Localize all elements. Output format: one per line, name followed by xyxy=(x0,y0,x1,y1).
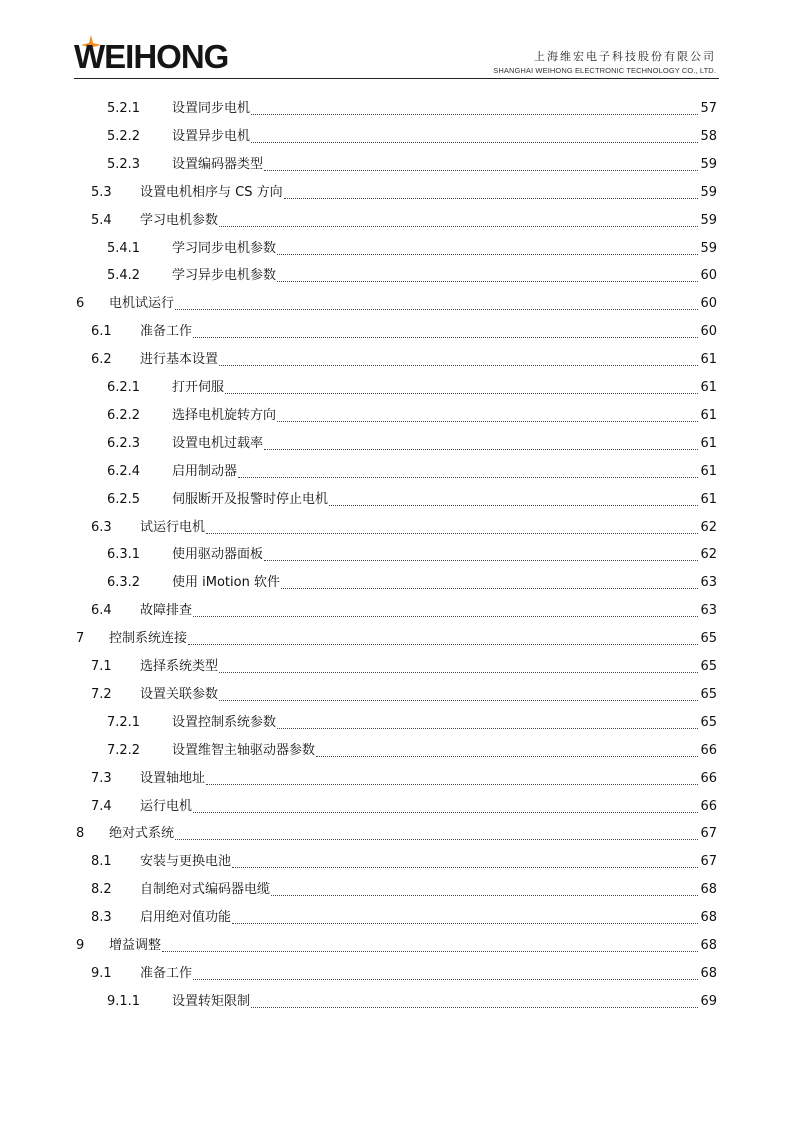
toc-entry-title: 设置控制系统参数 xyxy=(172,714,277,730)
toc-entry-title: 设置编码器类型 xyxy=(172,156,264,172)
toc-entry[interactable] xyxy=(91,879,717,899)
toc-entry-page: 66 xyxy=(700,742,717,758)
header-divider xyxy=(74,78,719,79)
toc-entry-number: 7.2.1 xyxy=(107,714,141,730)
toc-leader-dots xyxy=(206,770,698,785)
toc-entry[interactable] xyxy=(107,126,717,146)
toc-entry-title: 运行电机 xyxy=(140,798,193,814)
toc-entry-page: 61 xyxy=(700,380,717,395)
toc-leader-dots xyxy=(219,686,698,701)
toc-entry-number: 8.2 xyxy=(91,882,112,898)
toc-entry-number: 7.3 xyxy=(91,770,112,786)
toc-entry-page: 61 xyxy=(700,407,717,423)
toc-entry[interactable] xyxy=(107,712,717,732)
toc-entry[interactable] xyxy=(107,572,717,592)
toc-entry-number: 8.1 xyxy=(91,854,112,870)
toc-entry[interactable] xyxy=(107,461,717,481)
toc-leader-dots xyxy=(251,993,698,1008)
toc-entry-title: 启用绝对值功能 xyxy=(140,910,232,926)
toc-entry-page: 66 xyxy=(700,770,717,786)
toc-leader-dots xyxy=(316,742,698,757)
toc-entry-title: 学习异步电机参数 xyxy=(172,268,277,284)
toc-entry-number: 6.3.1 xyxy=(107,547,141,563)
toc-leader-dots xyxy=(277,267,698,282)
toc-entry-number: 9.1 xyxy=(91,965,112,981)
toc-leader-dots xyxy=(264,435,698,450)
toc-entry-page: 63 xyxy=(700,575,717,591)
toc-entry-title: 控制系统连接 xyxy=(109,631,188,647)
toc-entry-title: 伺服断开及报警时停止电机 xyxy=(172,491,329,507)
toc-leader-dots xyxy=(277,407,698,422)
toc-leader-dots xyxy=(329,491,698,506)
toc-entry-title: 学习同步电机参数 xyxy=(172,240,277,256)
toc-entry-page: 65 xyxy=(700,714,717,730)
toc-entry-title: 设置转矩限制 xyxy=(172,993,251,1009)
toc-entry-title: 设置同步电机 xyxy=(172,101,251,116)
toc-entry[interactable] xyxy=(91,907,717,927)
toc-entry-page: 68 xyxy=(700,965,717,981)
toc-leader-dots xyxy=(264,546,698,561)
toc-leader-dots xyxy=(175,825,698,840)
toc-entry[interactable] xyxy=(91,684,717,704)
toc-entry-number: 7 xyxy=(76,631,85,647)
toc-entry-page: 60 xyxy=(700,296,717,312)
toc-entry[interactable] xyxy=(91,796,717,816)
toc-leader-dots xyxy=(277,714,698,729)
toc-entry-page: 59 xyxy=(700,156,717,172)
toc-entry[interactable] xyxy=(76,823,717,843)
toc-entry-page: 65 xyxy=(700,631,717,647)
toc-entry[interactable] xyxy=(91,517,717,537)
toc-entry-title: 准备工作 xyxy=(140,965,193,981)
toc-leader-dots xyxy=(225,379,698,394)
toc-entry[interactable] xyxy=(107,405,717,425)
toc-entry-title: 使用驱动器面板 xyxy=(172,547,264,563)
toc-leader-dots xyxy=(193,602,698,617)
toc-entry-title: 安装与更换电池 xyxy=(140,854,232,870)
toc-leader-dots xyxy=(219,658,698,673)
toc-entry[interactable] xyxy=(107,265,717,285)
toc-entry-page: 61 xyxy=(700,435,717,451)
toc-entry-page: 57 xyxy=(700,101,717,116)
toc-leader-dots xyxy=(232,853,698,868)
toc-entry-number: 6 xyxy=(76,296,85,312)
toc-entry-title: 故障排查 xyxy=(140,603,193,619)
toc-entry[interactable] xyxy=(91,210,717,230)
toc-entry[interactable] xyxy=(91,963,717,983)
toc-entry-number: 7.4 xyxy=(91,798,112,814)
toc-entry[interactable] xyxy=(107,991,717,1011)
toc-entry-page: 61 xyxy=(700,352,717,368)
toc-entry-number: 6.2 xyxy=(91,352,112,368)
toc-entry-page: 68 xyxy=(700,910,717,926)
toc-entry-title: 自制绝对式编码器电缆 xyxy=(140,882,271,898)
toc-leader-dots xyxy=(271,881,698,896)
toc-entry-number: 5.4.1 xyxy=(107,240,141,256)
toc-entry-page: 67 xyxy=(700,826,717,842)
toc-entry-title: 设置电机过载率 xyxy=(172,435,264,451)
toc-entry-title: 打开伺服 xyxy=(172,380,225,395)
toc-entry-number: 6.3.2 xyxy=(107,575,141,591)
toc-entry[interactable] xyxy=(107,544,717,564)
toc-entry-number: 5.4.2 xyxy=(107,268,141,284)
toc-entry-page: 62 xyxy=(700,519,717,535)
toc-entry[interactable] xyxy=(91,768,717,788)
toc-entry-number: 5.2.2 xyxy=(107,128,141,144)
toc-leader-dots xyxy=(193,323,698,338)
toc-leader-dots xyxy=(193,798,698,813)
toc-entry-page: 59 xyxy=(700,240,717,256)
toc-entry[interactable] xyxy=(107,489,717,509)
toc-entry-title: 使用 iMotion 软件 xyxy=(172,575,280,591)
toc-entry-page: 63 xyxy=(700,603,717,619)
toc-leader-dots xyxy=(219,351,698,366)
toc-entry-title: 选择电机旋转方向 xyxy=(172,407,277,423)
toc-entry-page: 67 xyxy=(700,854,717,870)
toc-entry-page: 59 xyxy=(700,212,717,228)
toc-leader-dots xyxy=(219,212,698,227)
toc-entry-number: 8 xyxy=(76,826,85,842)
toc-leader-dots xyxy=(251,100,698,115)
toc-entry-title: 启用制动器 xyxy=(172,463,238,479)
toc-entry[interactable] xyxy=(107,98,717,118)
toc-entry-number: 7.2 xyxy=(91,686,112,702)
toc-entry[interactable] xyxy=(76,293,717,313)
toc-entry-number: 6.1 xyxy=(91,324,112,340)
toc-entry[interactable] xyxy=(76,935,717,955)
toc-entry-number: 6.2.2 xyxy=(107,407,141,423)
toc-entry-number: 5.2.1 xyxy=(107,101,141,116)
toc-entry-page: 60 xyxy=(700,324,717,340)
company-name-cn: 上海维宏电子科技股份有限公司 xyxy=(534,50,716,63)
company-name-en: SHANGHAI WEIHONG ELECTRONIC TECHNOLOGY CO., LTD. xyxy=(493,66,716,75)
toc-entry[interactable] xyxy=(107,154,717,174)
toc-entry-title: 设置电机相序与 CS 方向 xyxy=(140,184,283,200)
toc-entry-page: 58 xyxy=(700,128,717,144)
toc-entry-page: 59 xyxy=(700,184,717,200)
toc-entry-title: 绝对式系统 xyxy=(109,826,175,842)
toc-entry-title: 设置维智主轴驱动器参数 xyxy=(172,742,316,758)
toc-leader-dots xyxy=(264,156,698,171)
toc-entry[interactable] xyxy=(76,628,717,648)
toc-entry-number: 7.2.2 xyxy=(107,742,141,758)
toc-leader-dots xyxy=(162,937,698,952)
toc-entry-title: 电机试运行 xyxy=(109,296,175,312)
toc-entry-page: 61 xyxy=(700,491,717,507)
toc-entry[interactable] xyxy=(91,600,717,620)
toc-entry[interactable] xyxy=(91,851,717,871)
toc-entry-page: 69 xyxy=(700,993,717,1009)
toc-entry-title: 准备工作 xyxy=(140,324,193,340)
toc-entry-page: 65 xyxy=(700,659,717,674)
toc-entry-title: 学习电机参数 xyxy=(140,212,219,228)
toc-entry-page: 60 xyxy=(700,268,717,284)
toc-entry-title: 设置关联参数 xyxy=(140,686,219,702)
toc-entry-title: 试运行电机 xyxy=(140,519,206,535)
toc-entry-number: 5.4 xyxy=(91,212,112,228)
toc-entry[interactable] xyxy=(107,377,717,397)
toc-entry-title: 设置异步电机 xyxy=(172,128,251,144)
toc-leader-dots xyxy=(206,519,698,534)
toc-entry-title: 设置轴地址 xyxy=(140,770,206,786)
toc-entry-number: 6.4 xyxy=(91,603,112,619)
page-header xyxy=(0,0,793,80)
toc-entry-page: 68 xyxy=(700,882,717,898)
toc-entry-number: 6.2.1 xyxy=(107,380,141,395)
toc-leader-dots xyxy=(175,295,698,310)
toc-entry[interactable] xyxy=(91,349,717,369)
toc-entry[interactable] xyxy=(91,656,717,676)
toc-entry-number: 7.1 xyxy=(91,659,112,674)
toc-entry-title: 进行基本设置 xyxy=(140,352,219,368)
toc-entry[interactable] xyxy=(91,321,717,341)
toc-leader-dots xyxy=(281,574,698,589)
toc-entry[interactable] xyxy=(107,740,717,760)
toc-entry-page: 65 xyxy=(700,686,717,702)
toc-leader-dots xyxy=(188,630,698,645)
toc-leader-dots xyxy=(232,909,698,924)
toc-entry[interactable] xyxy=(107,238,717,258)
toc-entry-number: 8.3 xyxy=(91,910,112,926)
company-logo: WEIHONG xyxy=(74,38,229,75)
toc-entry-number: 5.3 xyxy=(91,184,112,200)
toc-entry-page: 62 xyxy=(700,547,717,563)
toc-entry-number: 6.2.4 xyxy=(107,463,141,479)
toc-entry-number: 6.2.3 xyxy=(107,435,141,451)
toc-entry[interactable] xyxy=(107,433,717,453)
toc-entry[interactable] xyxy=(91,182,717,202)
toc-entry-number: 6.2.5 xyxy=(107,491,141,507)
toc-entry-number: 9.1.1 xyxy=(107,993,141,1009)
toc-entry-title: 增益调整 xyxy=(109,938,162,953)
toc-leader-dots xyxy=(251,128,698,143)
toc-entry-page: 68 xyxy=(700,938,717,953)
toc-entry-number: 6.3 xyxy=(91,519,112,535)
toc-entry-page: 66 xyxy=(700,798,717,814)
toc-entry-number: 5.2.3 xyxy=(107,156,141,172)
toc-leader-dots xyxy=(277,240,698,255)
toc-entry-page: 61 xyxy=(700,463,717,479)
toc-entry-title: 选择系统类型 xyxy=(140,659,219,674)
toc-leader-dots xyxy=(284,184,698,199)
toc-leader-dots xyxy=(193,965,698,980)
toc-leader-dots xyxy=(238,463,698,478)
toc-entry-number: 9 xyxy=(76,938,85,953)
